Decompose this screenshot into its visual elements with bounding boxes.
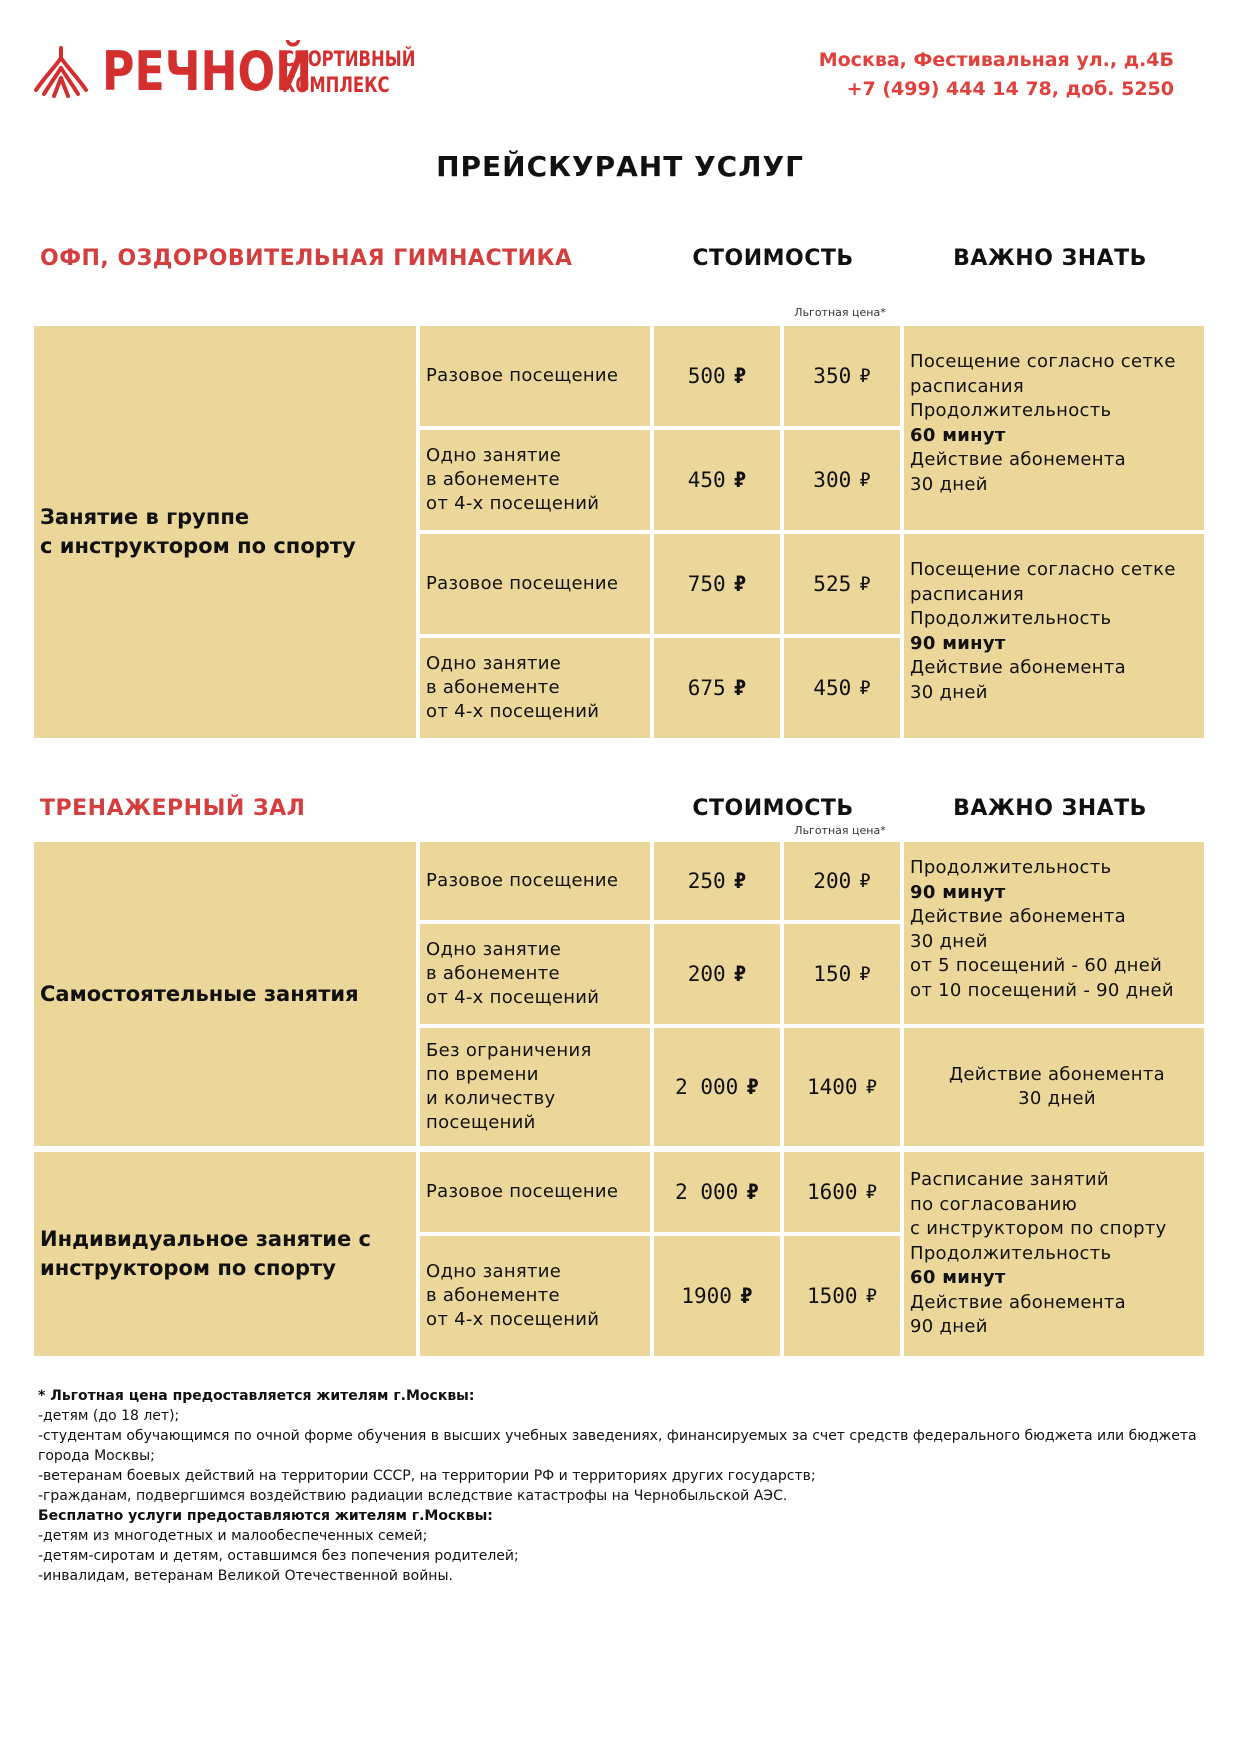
footnote-item: -инвалидам, ветеранам Великой Отечественной войны. <box>38 1568 453 1584</box>
logo-wordmark: РЕЧНОЙ <box>102 40 313 103</box>
ruble-icon: ₽ <box>859 870 871 892</box>
ruble-icon: ₽ <box>859 677 871 699</box>
ruble-icon: ₽ <box>865 1076 878 1098</box>
price-cell: 2 000 ₽ <box>654 1028 780 1146</box>
discount-price-cell: 150 ₽ <box>784 924 900 1024</box>
ruble-icon: ₽ <box>733 364 747 388</box>
ruble-icon: ₽ <box>859 963 871 985</box>
price-cell: 1900 ₽ <box>654 1236 780 1356</box>
service-cell: Разовое посещение <box>420 842 650 920</box>
ruble-icon: ₽ <box>739 1284 753 1308</box>
price-cell: 750 ₽ <box>654 534 780 634</box>
discount-price-cell: 300 ₽ <box>784 430 900 530</box>
footnote-discount-title: * Льготная цена предоставляется жителям г.Москвы: <box>38 1388 475 1404</box>
notes-cell: Посещение согласно сетке расписания Продолжительность 90 минут Действие абонемента 30 дней <box>904 534 1204 738</box>
footnote-item: -детям-сиротам и детям, оставшимся без попечения родителей; <box>38 1548 519 1564</box>
phone: +7 (499) 444 14 78, доб. 5250 <box>846 78 1174 100</box>
column-subheader-discount: Льготная цена* <box>794 824 886 837</box>
notes-cell: Посещение согласно сетке расписания Продолжительность 60 минут Действие абонемента 30 дней <box>904 326 1204 530</box>
ruble-icon: ₽ <box>733 572 747 596</box>
footnote <box>38 1386 1208 1586</box>
service-cell: Разовое посещение <box>420 326 650 426</box>
contact-info <box>819 46 1174 104</box>
address: Москва, Фестивальная ул., д.4Б <box>818 49 1174 71</box>
section-title-ofp: ОФП, ОЗДОРОВИТЕЛЬНАЯ ГИМНАСТИКА <box>40 246 573 271</box>
notes-cell: Расписание занятий по согласованию с инструктором по спорту Продолжительность 60 минут Действие абонемента 90 дней <box>904 1152 1204 1356</box>
group-name-cell: Самостоятельные занятия <box>34 842 416 1146</box>
logo-subtitle: СПОРТИВНЫЙ КОМПЛЕКС <box>282 47 416 97</box>
discount-price-cell: 350 ₽ <box>784 326 900 426</box>
service-cell: Одно занятие в абонементе от 4-х посещений <box>420 430 650 530</box>
discount-price-cell: 450 ₽ <box>784 638 900 738</box>
footnote-item: -детям (до 18 лет); <box>38 1408 180 1424</box>
ruble-icon: ₽ <box>865 1285 878 1307</box>
footnote-item: -студентам обучающимся по очной форме обучения в высших учебных заведениях, финансируемых за счет средств федерального бюджета или бюджета города Москвы; <box>38 1428 1197 1464</box>
footnote-free-title: Бесплатно услуги предоставляются жителям г.Москвы: <box>38 1508 493 1524</box>
footnote-item: -ветеранам боевых действий на территории СССР, на территории РФ и территориях других государств; <box>38 1468 816 1484</box>
service-cell: Разовое посещение <box>420 1152 650 1232</box>
page-title: ПРЕЙСКУРАНТ УСЛУГ <box>436 150 804 183</box>
ruble-icon: ₽ <box>859 573 871 595</box>
price-cell: 250 ₽ <box>654 842 780 920</box>
service-cell: Одно занятие в абонементе от 4-х посещений <box>420 924 650 1024</box>
discount-price-cell: 525 ₽ <box>784 534 900 634</box>
discount-price-cell: 1500 ₽ <box>784 1236 900 1356</box>
ruble-icon: ₽ <box>733 676 747 700</box>
price-cell: 2 000 ₽ <box>654 1152 780 1232</box>
ruble-icon: ₽ <box>859 469 871 491</box>
service-cell: Одно занятие в абонементе от 4-х посещений <box>420 1236 650 1356</box>
column-subheader-discount: Льготная цена* <box>794 306 886 319</box>
service-cell: Одно занятие в абонементе от 4-х посещений <box>420 638 650 738</box>
section-title-gym: ТРЕНАЖЕРНЫЙ ЗАЛ <box>40 796 306 821</box>
column-header-price: СТОИМОСТЬ <box>692 796 854 821</box>
column-header-notes: ВАЖНО ЗНАТЬ <box>953 796 1147 821</box>
ruble-icon: ₽ <box>859 365 871 387</box>
notes-cell: Продолжительность 90 минут Действие абонемента 30 дней от 5 посещений - 60 дней от 10 посещений - 90 дней <box>904 842 1204 1024</box>
discount-price-cell: 1400 ₽ <box>784 1028 900 1146</box>
logo-emblem-icon <box>34 46 88 98</box>
price-cell: 450 ₽ <box>654 430 780 530</box>
service-cell: Разовое посещение <box>420 534 650 634</box>
ruble-icon: ₽ <box>733 869 747 893</box>
discount-price-cell: 1600 ₽ <box>784 1152 900 1232</box>
group-name-cell: Индивидуальное занятие с инструктором по спорту <box>34 1152 416 1356</box>
ruble-icon: ₽ <box>865 1181 878 1203</box>
discount-price-cell: 200 ₽ <box>784 842 900 920</box>
price-cell: 200 ₽ <box>654 924 780 1024</box>
footnote-item: -гражданам, подвергшимся воздействию радиации вследствие катастрофы на Чернобыльской АЭС. <box>38 1488 788 1504</box>
ruble-icon: ₽ <box>733 468 747 492</box>
footnote-item: -детям из многодетных и малообеспеченных семей; <box>38 1528 428 1544</box>
price-cell: 675 ₽ <box>654 638 780 738</box>
service-cell: Без ограничения по времени и количеству посещений <box>420 1028 650 1146</box>
logo <box>34 42 414 102</box>
column-header-price: СТОИМОСТЬ <box>692 246 854 271</box>
group-name-cell: Занятие в группе с инструктором по спорту <box>34 326 416 738</box>
ruble-icon: ₽ <box>746 1075 759 1099</box>
ruble-icon: ₽ <box>733 962 747 986</box>
price-cell: 500 ₽ <box>654 326 780 426</box>
column-header-notes: ВАЖНО ЗНАТЬ <box>953 246 1147 271</box>
notes-cell: Действие абонемента 30 дней <box>904 1028 1204 1146</box>
ruble-icon: ₽ <box>746 1180 759 1204</box>
